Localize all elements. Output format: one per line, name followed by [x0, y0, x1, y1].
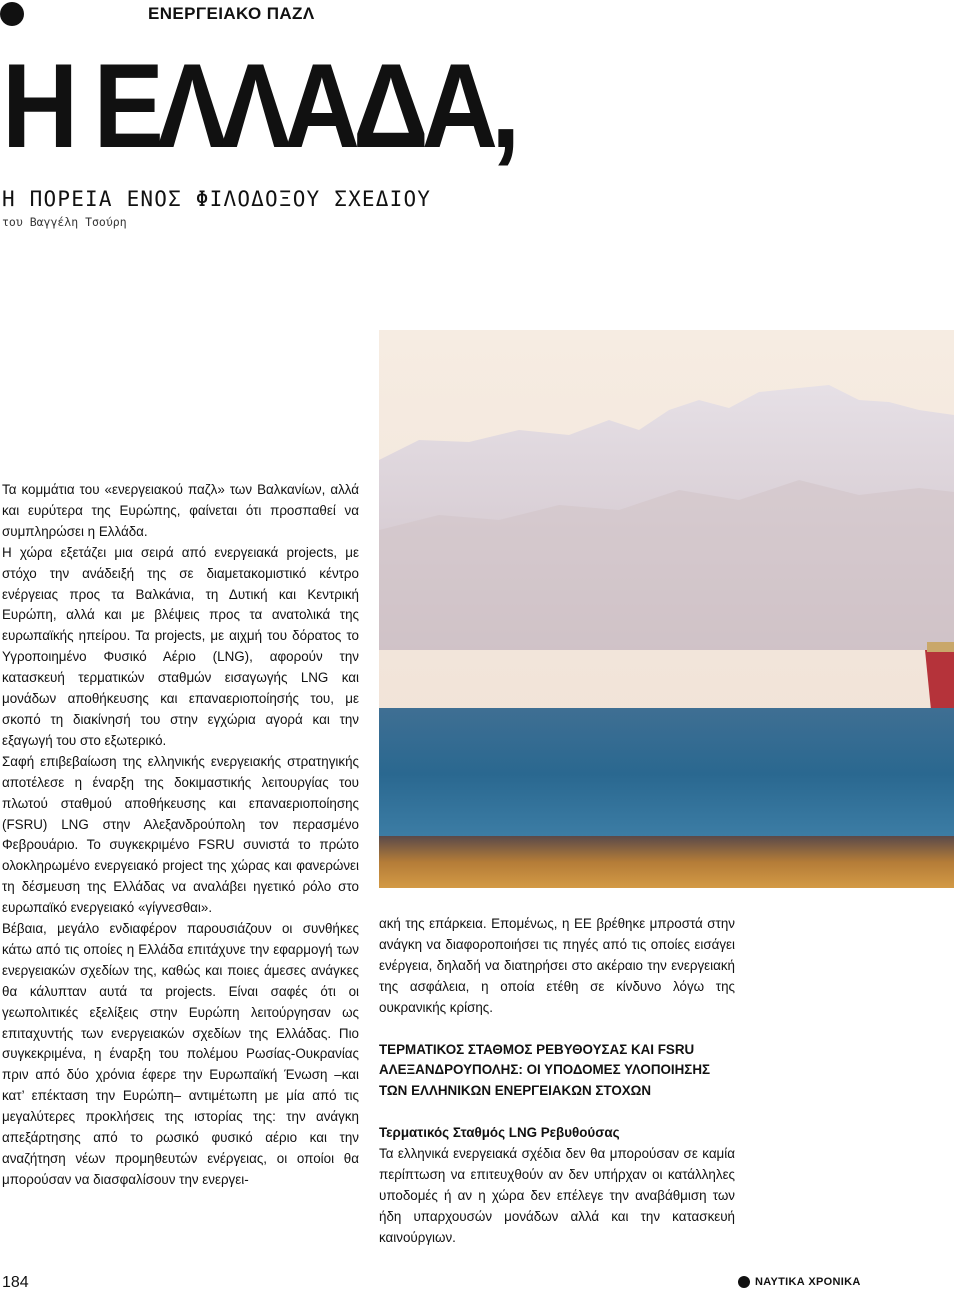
sea [379, 708, 954, 840]
paragraph: Τα κομμάτια του «ενεργειακού παζλ» των Βαλκανίων, αλλά και ευρύτερα της Ευρώπης, φαίνεται ότι προσπαθεί να συμπληρώσει η Ελλάδα. [2, 482, 359, 539]
paragraph: Η χώρα εξετάζει μια σειρά από ενεργειακά projects, με στόχο την ανάδειξή της σε διαμετακομιστικό κέντρο ενέργειας προς τα Βαλκάνια, τη Δυτική και Κεντρική Ευρώπη, αλλά και με βλέψεις προς τα ανατολικά της ευρωπαϊκής ηπείρου. Τα projects, με αιχμή του δόρατος το Υγροποιημένο Φυσικό Αέριο (LNG), αφορούν την κατασκευή τερματικών σταθμών εισαγωγής LNG και μονάδων αποθήκευσης και επαναεριοποίησής του, με σκοπό τη διακίνησή του στην εγχώρια αγορά και την εξαγωγή του στο εξωτερικό. [2, 544, 359, 748]
page-number: 184 [2, 1274, 29, 1291]
brand-name: ΝΑΥΤΙΚΑ ΧΡΟΝΙΚΑ [755, 1276, 861, 1288]
paragraph: Βέβαια, μεγάλο ενδιαφέρον παρουσιάζουν οι συνθήκες κάτω από τις οποίες η Ελλάδα επιτάχυνε την εφαρμογή των ενεργειακών σχεδίων της, καθώς και ποιες άμεσες ανάγκες θα κάλυπταν αυτά τα projects. Είναι σαφές ότι οι γεωπολιτικές εξελίξεις στην Ευρώπη λειτούργησαν ως επιταχυντής των ενεργειακών σχεδίων της Ελλάδας. Πιο συγκεκριμένα, η έναρξη του πολέμου Ρωσίας-Ουκρανίας πριν από δύο χρόνια έφερε την Ευρωπαϊκή Ένωση –και κατ’ επέκταση την Ευρώπη– αντιμέτωπη με μία από τις μεγαλύτερες προκλήσεις της ιστορίας της: την ανάγκη απεξάρτησης από το ρωσικό φυσικό αέριο και την αναζήτηση νέων προμηθευτών ενέργειας, οι οποίοι θα μπορούσαν να διασφαλίσουν την ενεργει- [2, 921, 359, 1187]
paragraph: Τα ελληνικά ενεργειακά σχέδια δεν θα μπορούσαν σε καμία περίπτωση να επιτευχθούν αν δεν υπήρχαν οι κατάλληλες υποδομές ή αν η χώρα δεν επέλεγε την αναβάθμιση των ήδη υπαρχουσών μονάδων αλλά και την κατασκευή καινούργιων. [379, 1146, 735, 1245]
brand-logo-icon [738, 1276, 750, 1288]
landscape-photo [379, 330, 954, 888]
subheading: Τερματικός Σταθμός LNG Ρεβυθούσας [379, 1125, 620, 1141]
section-heading: ΤΕΡΜΑΤΙΚΟΣ ΣΤΑΘΜΟΣ ΡΕΒΥΘΟΥΣΑΣ ΚΑΙ FSRU ΑΛΕΞΑΝΔΡΟΥΠΟΛΗΣ: ΟΙ ΥΠΟΔΟΜΕΣ ΥΛΟΠΟΙΗΣΗΣ ΤΩΝ ΕΛΛΗΝΙΚΩΝ ΕΝΕΡΓΕΙΑΚΩΝ ΣΤΟΧΩΝ [379, 1041, 711, 1099]
photo-illustration [379, 330, 954, 888]
left-column [2, 480, 359, 1191]
right-column [379, 914, 735, 1249]
paragraph: Σαφή επιβεβαίωση της ελληνικής ενεργειακής στρατηγικής αποτέλεσε η έναρξη της δοκιμαστικής λειτουργίας του πλωτού σταθμού αποθήκευσης και επαναεριοποίησης (FSRU) LNG στην Αλεξανδρούπολη τον περασμένο Φεβρουάριο. Το συγκεκριμένο FSRU συνιστά το πρώτο ολοκληρωμένο ενεργειακό project της χώρας και φανερώνει τη δέσμευση της Ελλάδας να αναλάβει ηγετικό ρόλο στο ευρωπαϊκό ενεργειακό «γίγνεσθαι». [2, 753, 359, 916]
section-label: ΕΝΕΡΓΕΙΑΚΟ ΠΑΖΛ [148, 4, 315, 23]
ship-deck [927, 642, 954, 652]
article-title: Η ΕΛΛΑΔΑ, [2, 39, 514, 173]
magazine-logo-icon [0, 2, 24, 26]
article-byline: του Βαγγέλη Τσούρη [2, 215, 127, 229]
article-subtitle: Η ΠΟΡΕΙΑ ΕΝΟΣ ΦΙΛΟΔΟΞΟΥ ΣΧΕΔΙΟΥ [2, 187, 432, 211]
footer-brand [738, 1276, 861, 1288]
paragraph-continued: ακή της επάρκεια. Επομένως, η ΕΕ βρέθηκε μπροστά στην ανάγκη να διαφοροποιήσει τις πηγές από τις οποίες εισάγει ενέργεια, δηλαδή να διατηρήσει στο ακέραιο την ενεργειακή της ασφάλεια, η οποία ετέθη σε κίνδυνο λόγω της ουκρανικής κρίσης. [379, 916, 735, 1015]
shoreline [379, 836, 954, 888]
